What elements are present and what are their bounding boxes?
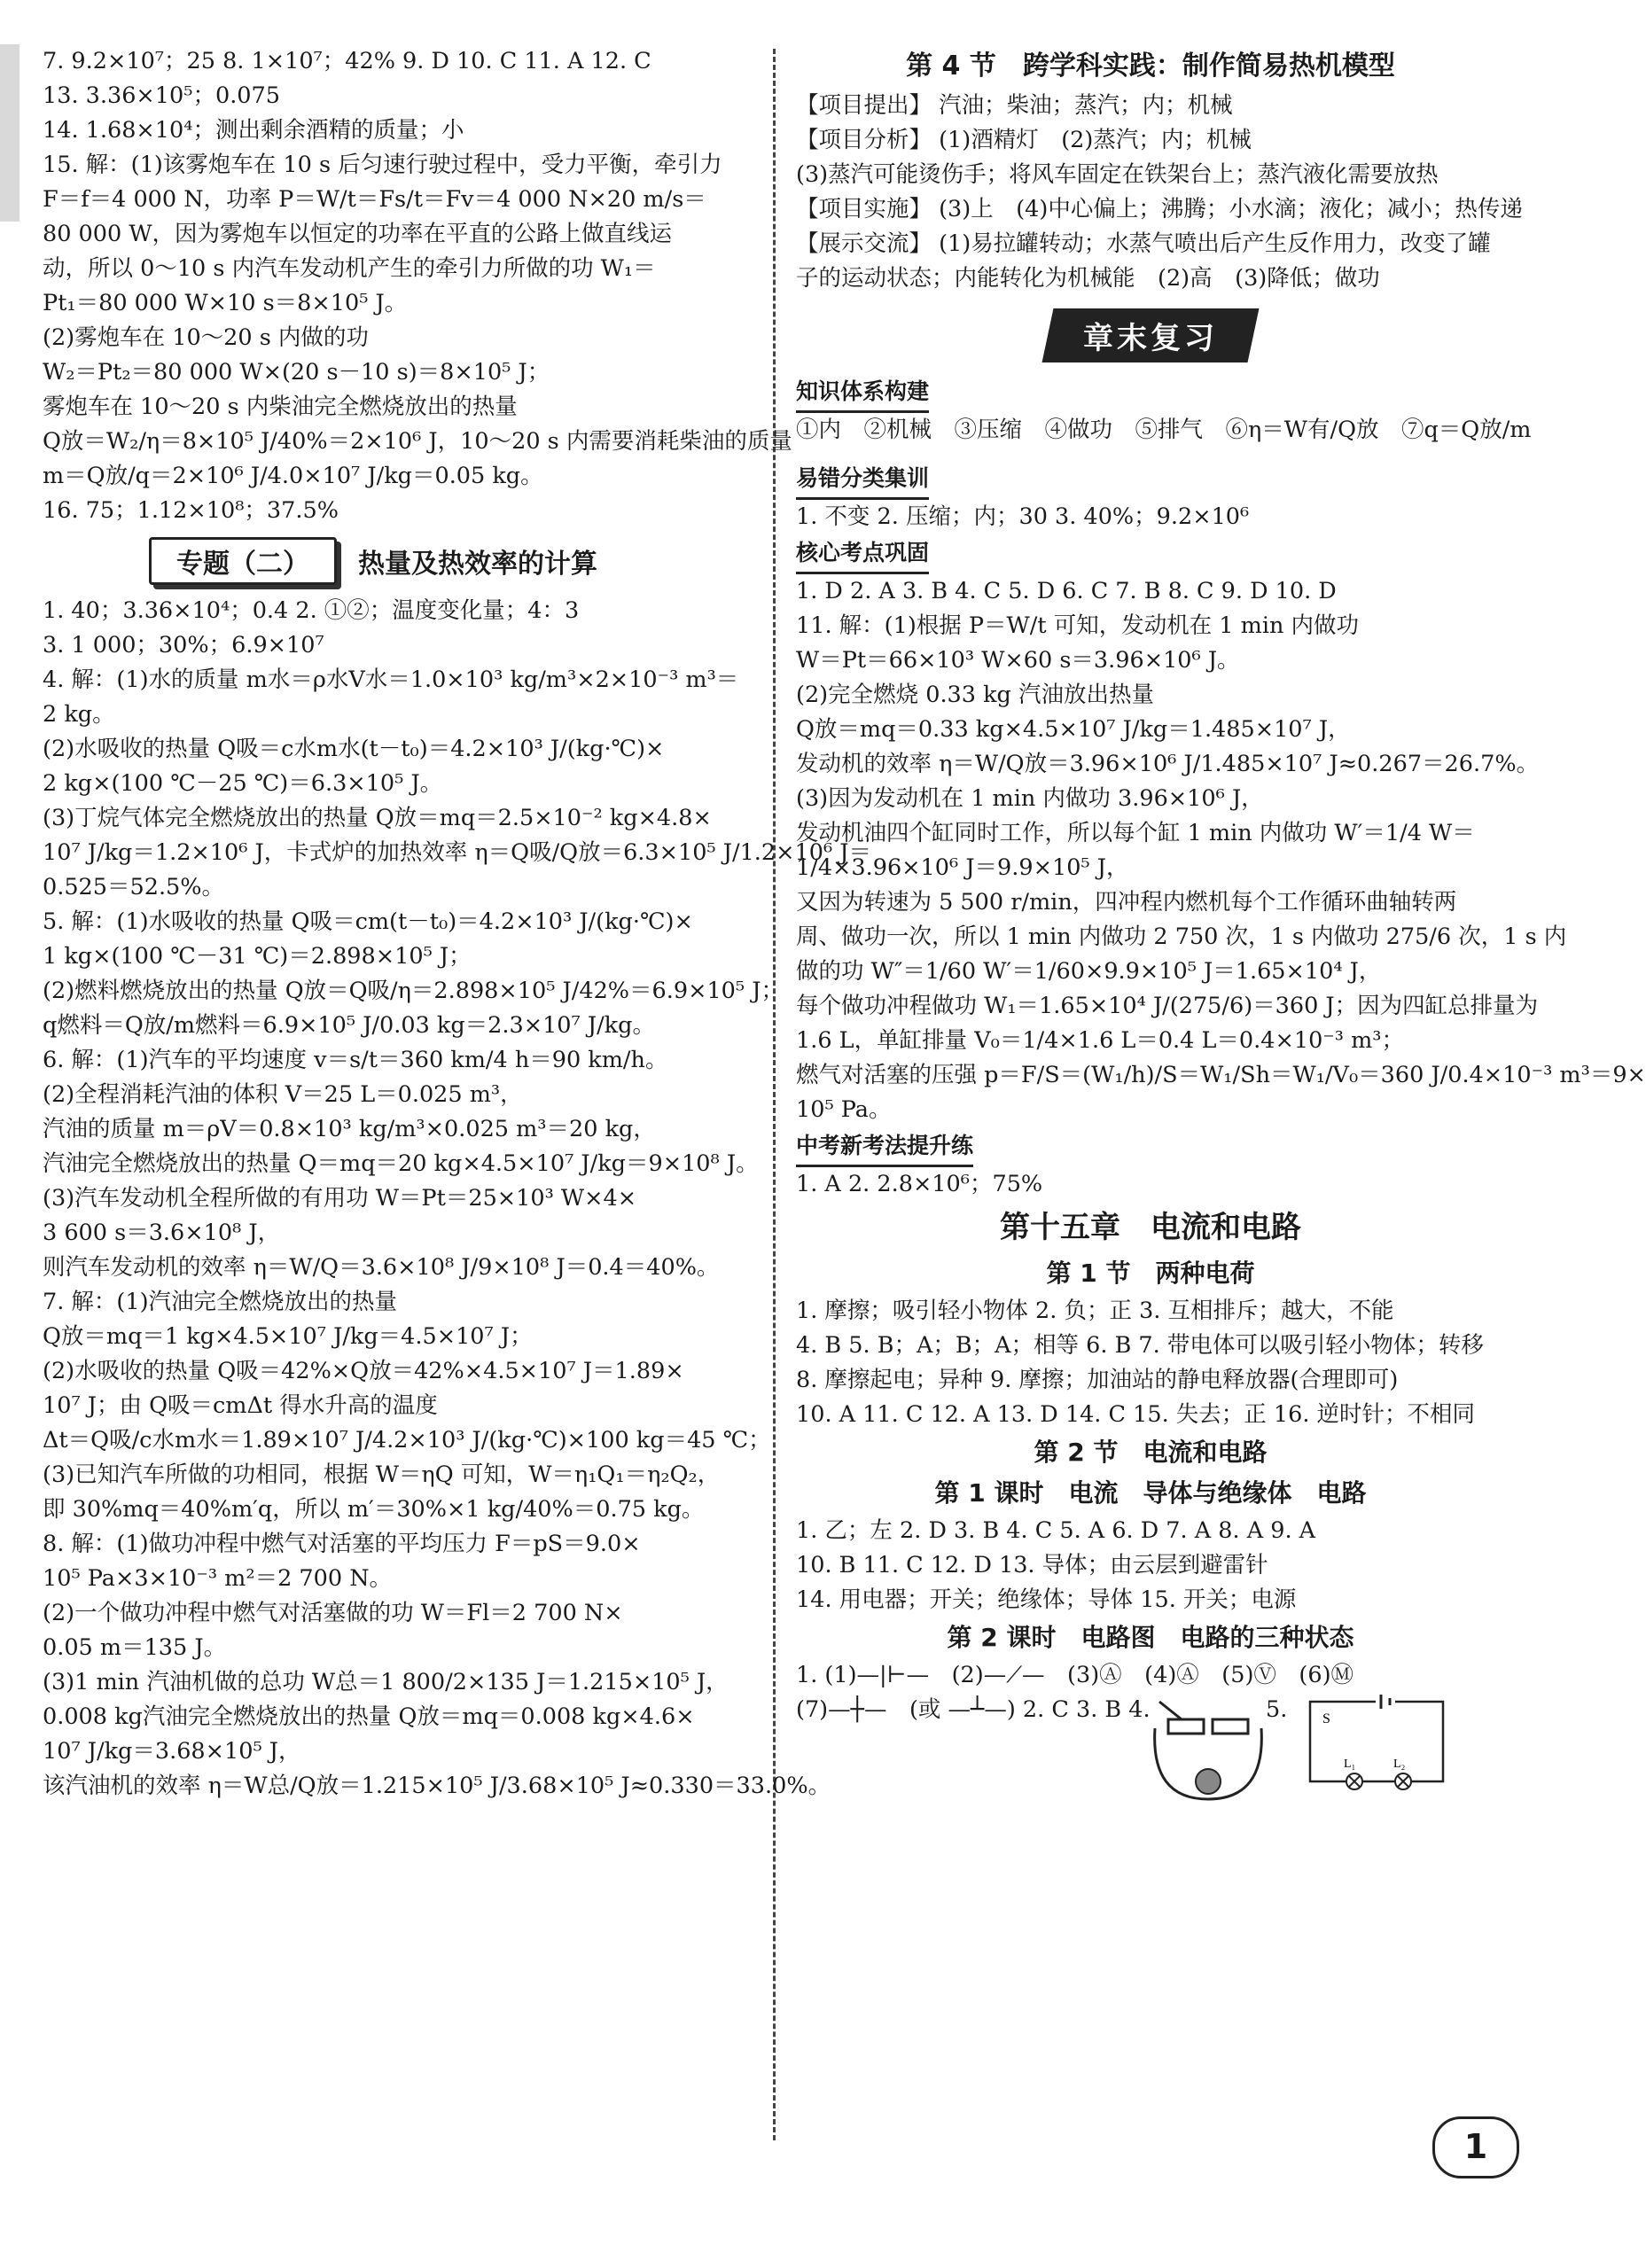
lesson-2-line-2: (7)—┼— (或 —┴—) 2. C 3. B 4. xyxy=(796,1696,1151,1723)
section-1-answers xyxy=(796,1294,1505,1432)
answer-line: 又因为转速为 5 500 r/min，四冲程内燃机每个工作循环曲轴转两 xyxy=(796,889,1457,916)
topic-answers xyxy=(43,594,871,1804)
topic-badge: 专题（二） xyxy=(149,537,337,585)
answer-line: (2)水吸收的热量 Q吸＝42%×Q放＝42%×4.5×10⁷ J＝1.89× xyxy=(43,1358,684,1384)
answer-line: 8. 摩擦起电；异种 9. 摩擦；加油站的静电释放器(合理即可) xyxy=(796,1367,1399,1393)
answer-line: 16. 75；1.12×10⁸；37.5% xyxy=(43,497,339,524)
topic-header xyxy=(149,537,752,585)
lesson-1-title: 第 1 课时 电流 导体与绝缘体 电路 xyxy=(934,1478,1367,1508)
answer-line: 1. D 2. A 3. B 4. C 5. D 6. C 7. B 8. C 9. D 10. D xyxy=(796,578,1337,604)
answer-line: 汽油的质量 m＝ρV＝0.8×10³ kg/m³×0.025 m³＝20 kg， xyxy=(43,1116,656,1142)
answer-line: W₂＝Pt₂＝80 000 W×(20 s－10 s)＝8×10⁵ J； xyxy=(43,359,550,386)
answer-line: 2 kg。 xyxy=(43,701,115,728)
answer-line: 4. 解：(1)水的质量 m水＝ρ水V水＝1.0×10³ kg/m³×2×10⁻³ m³＝ xyxy=(43,666,739,693)
answer-line: (2)燃料燃烧放出的热量 Q放＝Q吸/η＝2.898×10⁵ J/42%＝6.9×10⁵ J； xyxy=(43,978,784,1004)
answer-line: 每个做功冲程做功 W₁＝1.65×10⁴ J/(275/6)＝360 J；因为四缸总排量为 xyxy=(796,993,1539,1019)
answer-line: 1 kg×(100 ℃－31 ℃)＝2.898×10⁵ J； xyxy=(43,943,472,970)
answer-line: 做的功 W″＝1/60 W′＝1/60×9.9×10⁵ J＝1.65×10⁴ J， xyxy=(796,958,1382,985)
answer-line: 3. 1 000；30%；6.9×10⁷ xyxy=(43,632,324,659)
page-number: 1 xyxy=(1432,2116,1519,2178)
exam-line: 1. A 2. 2.8×10⁶；75% xyxy=(796,1171,1043,1197)
answer-line: 0.05 m＝135 J。 xyxy=(43,1634,227,1661)
answer-line: 发动机的效率 η＝W/Q放＝3.96×10⁶ J/1.485×10⁷ J≈0.267＝26.7%。 xyxy=(796,751,1540,777)
chapter-15-title: 第十五章 电流和电路 xyxy=(1000,1210,1301,1245)
answer-line: 15. 解：(1)该雾炮车在 10 s 后匀速行驶过程中，受力平衡，牵引力 xyxy=(43,152,722,178)
answer-line: 7. 9.2×10⁷；25 8. 1×10⁷；42% 9. D 10. C 11. A 12. C xyxy=(43,48,651,74)
chapter-review-label: 章末复习 xyxy=(1083,321,1218,356)
topic-title: 热量及热效率的计算 xyxy=(358,549,597,580)
answer-line: 【项目提出】 汽油；柴油；蒸汽；内；机械 xyxy=(796,92,1233,119)
answer-line: 10⁷ J/kg＝1.2×10⁶ J，卡式炉的加热效率 η＝Q吸/Q放＝6.3×10⁵ J/1.2×10⁶ J＝ xyxy=(43,839,871,866)
answer-line: 4. B 5. B；A；B；A；相等 6. B 7. 带电体可以吸引轻小物体；转移 xyxy=(796,1332,1484,1359)
answer-line: 3 600 s＝3.6×10⁸ J， xyxy=(43,1220,281,1246)
lesson-2-figures xyxy=(796,1693,1505,1817)
knowledge-line: ①内 ②机械 ③压缩 ④做功 ⑤排气 ⑥η＝W有/Q放 ⑦q＝Q放/m xyxy=(796,417,1532,443)
answer-line: 7. 解：(1)汽油完全燃烧放出的热量 xyxy=(43,1289,398,1315)
mistakes-heading: 易错分类集训 xyxy=(796,460,929,500)
core-heading: 核心考点巩固 xyxy=(796,534,929,574)
column-divider xyxy=(773,49,776,2140)
item-5-label: 5. xyxy=(1266,1696,1288,1723)
answer-line: (3)丁烷气体完全燃烧放出的热量 Q放＝mq＝2.5×10⁻² kg×4.8× xyxy=(43,805,712,831)
answer-line: 1.6 L，单缸排量 V₀＝1/4×1.6 L＝0.4 L＝0.4×10⁻³ m³； xyxy=(796,1027,1404,1054)
answer-line: (2)水吸收的热量 Q吸＝c水m水(t－t₀)＝4.2×10³ J/(kg·℃)× xyxy=(43,736,665,762)
core-answers xyxy=(796,574,1646,1127)
answer-line: 80 000 W，因为雾炮车以恒定的功率在平直的公路上做直线运 xyxy=(43,221,673,247)
answer-line: 发动机油四个缸同时工作，所以每个缸 1 min 内做功 W′＝1/4 W＝ xyxy=(796,820,1475,846)
lesson-2-line-1: 1. (1)—|⊢— (2)—⟋— (3)Ⓐ (4)Ⓐ (5)Ⓥ (6)Ⓜ xyxy=(796,1662,1354,1688)
answer-line: 【项目实施】 (3)上 (4)中心偏上；沸腾；小水滴；液化；减小；热传递 xyxy=(796,196,1523,222)
answer-line: Pt₁＝80 000 W×10 s＝8×10⁵ J。 xyxy=(43,290,408,316)
circuit-sketch-figure xyxy=(1142,1693,1275,1808)
answer-line: m＝Q放/q＝2×10⁶ J/4.0×10⁷ J/kg＝0.05 kg。 xyxy=(43,463,543,489)
answer-line: (3)蒸汽可能烫伤手；将风车固定在铁架台上；蒸汽液化需要放热 xyxy=(796,161,1439,188)
answer-line: Q放＝mq＝0.33 kg×4.5×10⁷ J/kg＝1.485×10⁷ J， xyxy=(796,716,1351,743)
answer-line: 汽油完全燃烧放出的热量 Q＝mq＝20 kg×4.5×10⁷ J/kg＝9×10⁸ J。 xyxy=(43,1150,759,1177)
answer-line: 10. A 11. C 12. A 13. D 14. C 15. 失去；正 16. 逆时针；不相同 xyxy=(796,1401,1476,1428)
answer-line: Δt＝Q吸/c水m水＝1.89×10⁷ J/4.2×10³ J/(kg·℃)×100 kg＝45 ℃； xyxy=(43,1427,771,1454)
answer-line: (2)完全燃烧 0.33 kg 汽油放出热量 xyxy=(796,682,1154,708)
answer-line: 8. 解：(1)做功冲程中燃气对活塞的平均压力 F＝pS＝9.0× xyxy=(43,1531,641,1557)
answer-line: 【项目分析】 (1)酒精灯 (2)蒸汽；内；机械 xyxy=(796,127,1252,153)
answer-line: (3)汽车发动机全程所做的有用功 W＝Pt＝25×10³ W×4× xyxy=(43,1185,637,1212)
answer-line: 10⁷ J；由 Q吸＝cmΔt 得水升高的温度 xyxy=(43,1392,438,1419)
lesson-2-title: 第 2 课时 电路图 电路的三种状态 xyxy=(947,1623,1354,1652)
exam-heading: 中考新考法提升练 xyxy=(796,1127,973,1167)
answer-line: 11. 解：(1)根据 P＝W/t 可知，发动机在 1 min 内做功 xyxy=(796,612,1359,639)
lesson-1-answers xyxy=(796,1514,1505,1617)
answer-line: q燃料＝Q放/m燃料＝6.9×10⁵ J/0.03 kg＝2.3×10⁷ J/kg。 xyxy=(43,1012,655,1039)
section-4-title: 第 4 节 跨学科实践：制作简易热机模型 xyxy=(906,51,1395,82)
page-edge-tab xyxy=(0,44,20,222)
answer-line: (3)已知汽车所做的功相同，根据 W＝ηQ 可知，W＝η₁Q₁＝η₂Q₂， xyxy=(43,1461,721,1488)
answer-line: 10⁷ J/kg＝3.68×10⁵ J， xyxy=(43,1738,301,1765)
answer-line: 1. 摩擦；吸引轻小物体 2. 负；正 3. 互相排斥；越大，不能 xyxy=(796,1298,1394,1324)
answer-line: (3)因为发动机在 1 min 内做功 3.96×10⁶ J， xyxy=(796,785,1264,812)
answer-line: 1. 乙；左 2. D 3. B 4. C 5. A 6. D 7. A 8. A 9. A xyxy=(796,1517,1316,1544)
answer-line: 0.525＝52.5%。 xyxy=(43,874,225,900)
answer-line: (2)全程消耗汽油的体积 V＝25 L＝0.025 m³， xyxy=(43,1081,523,1108)
answer-line: 10. B 11. C 12. D 13. 导体；由云层到避雷针 xyxy=(796,1552,1268,1578)
answer-line: 1. 40；3.36×10⁴；0.4 2. ①②；温度变化量；4：3 xyxy=(43,597,580,624)
answer-line: 则汽车发动机的效率 η＝W/Q＝3.6×10⁸ J/9×10⁸ J＝0.4＝40%。 xyxy=(43,1254,720,1281)
lamp-1-label: L₁ xyxy=(1344,1758,1356,1771)
answers-block-13-16 xyxy=(43,44,792,528)
knowledge-heading: 知识体系构建 xyxy=(796,373,929,413)
section-4-answers xyxy=(796,89,1523,296)
answer-line: 雾炮车在 10～20 s 内柴油完全燃烧放出的热量 xyxy=(43,394,518,420)
answer-line: (3)1 min 汽油机做的总功 W总＝1 800/2×135 J＝1.215×10⁵ J， xyxy=(43,1669,729,1695)
answer-line: 6. 解：(1)汽车的平均速度 v＝s/t＝360 km/4 h＝90 km/h。 xyxy=(43,1047,668,1073)
answer-line: 动，所以 0～10 s 内汽车发动机产生的牵引力所做的功 W₁＝ xyxy=(43,255,656,282)
answer-line: W＝Pt＝66×10³ W×60 s＝3.96×10⁶ J。 xyxy=(796,647,1240,674)
lamp-2-label: L₂ xyxy=(1393,1758,1406,1771)
answer-line: 5. 解：(1)水吸收的热量 Q吸＝cm(t－t₀)＝4.2×10³ J/(kg·℃)× xyxy=(43,908,693,935)
answer-line: (2)一个做功冲程中燃气对活塞做的功 W＝Fl＝2 700 N× xyxy=(43,1600,623,1626)
answer-line: 14. 用电器；开关；绝缘体；导体 15. 开关；电源 xyxy=(796,1586,1297,1613)
answer-line: 13. 3.36×10⁵；0.075 xyxy=(43,82,280,109)
answer-line: (2)雾炮车在 10～20 s 内做的功 xyxy=(43,324,369,351)
answer-line: 1/4×3.96×10⁶ J＝9.9×10⁵ J， xyxy=(796,854,1129,881)
answer-line: 14. 1.68×10⁴；测出剩余酒精的质量；小 xyxy=(43,117,464,144)
answer-line: F＝f＝4 000 N，功率 P＝W/t＝Fs/t＝Fv＝4 000 N×20 m/s＝ xyxy=(43,186,706,213)
answer-line: 【展示交流】 (1)易拉罐转动；水蒸气喷出后产生反作用力，改变了罐 xyxy=(796,230,1491,257)
right-column xyxy=(796,44,1646,1817)
answer-line: 该汽油机的效率 η＝W总/Q放＝1.215×10⁵ J/3.68×10⁵ J≈0.330＝33.0%。 xyxy=(43,1773,831,1799)
circuit-diagram-figure xyxy=(1292,1693,1452,1799)
answer-line: 即 30%mq＝40%m′q，所以 m′＝30%×1 kg/40%＝0.75 kg。 xyxy=(43,1496,705,1523)
answer-line: 0.008 kg汽油完全燃烧放出的热量 Q放＝mq＝0.008 kg×4.6× xyxy=(43,1703,695,1730)
answer-line: Q放＝W₂/η＝8×10⁵ J/40%＝2×10⁶ J，10～20 s 内需要消耗柴油的质量 xyxy=(43,428,792,455)
section-2-title: 第 2 节 电流和电路 xyxy=(1034,1438,1268,1467)
chapter-review-banner xyxy=(796,308,1505,362)
answer-line: 子的运动状态；内能转化为机械能 (2)高 (3)降低；做功 xyxy=(796,265,1380,292)
answer-line: 10⁵ Pa。 xyxy=(796,1096,892,1123)
answer-line: 2 kg×(100 ℃－25 ℃)＝6.3×10⁵ J。 xyxy=(43,770,443,797)
switch-label: S xyxy=(1322,1711,1330,1726)
answer-line: 10⁵ Pa×3×10⁻³ m²＝2 700 N。 xyxy=(43,1565,393,1592)
mistakes-line: 1. 不变 2. 压缩；内；30 3. 40%；9.2×10⁶ xyxy=(796,503,1250,530)
section-1-title: 第 1 节 两种电荷 xyxy=(1046,1259,1255,1288)
answer-line: Q放＝mq＝1 kg×4.5×10⁷ J/kg＝4.5×10⁷ J； xyxy=(43,1323,533,1350)
answer-line: 周、做功一次，所以 1 min 内做功 2 750 次，1 s 内做功 275/6 次，1 s 内 xyxy=(796,924,1567,950)
answer-line: 燃气对活塞的压强 p＝F/S＝(W₁/h)/S＝W₁/Sh＝W₁/V₀＝360 J/0.4×10⁻³ m³＝9× xyxy=(796,1062,1646,1088)
